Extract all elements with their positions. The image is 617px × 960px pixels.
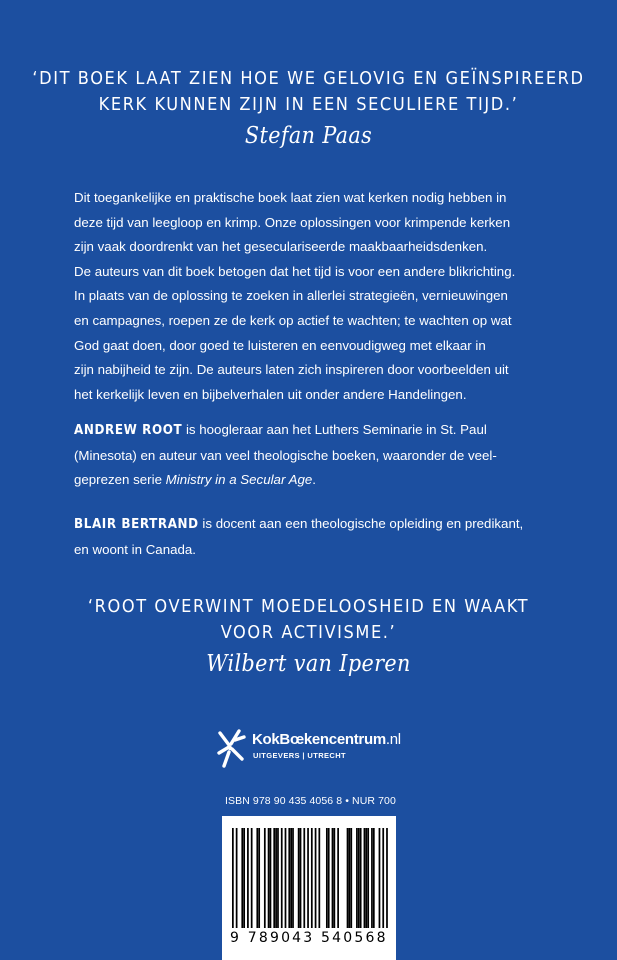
- bio-bertrand-line-2: en woont in Canada.: [74, 541, 196, 557]
- bio-root-line-2: (Minesota) en auteur van veel theologische boeken, waaronder de veel-: [74, 447, 497, 463]
- quote-top-line-2: KERK KUNNEN ZIJN IN EEN SECULIERE TIJD.’: [98, 94, 519, 115]
- author-bio-bertrand: [74, 512, 554, 562]
- quote-top: [0, 66, 617, 153]
- author-bio-root: [74, 418, 554, 493]
- barcode-bars: [232, 828, 388, 928]
- book-description: [74, 186, 554, 407]
- quote-top-author: Stefan Paas: [244, 123, 373, 149]
- description-line: en campagnes, roepen ze de kerk op actief te wachten; te wachten op wat: [74, 312, 512, 328]
- description-line: In plaats van de oplossing te zoeken in allerlei strategieën, vernieuwingen: [74, 288, 508, 304]
- description-line: deze tijd van leegloop en krimp. Onze oplossingen voor krimpende kerken: [74, 214, 511, 230]
- publisher-logo: [216, 728, 426, 770]
- bio-root-period: .: [312, 472, 316, 488]
- description-line: zijn nabijheid te zijn. De auteurs laten zich inspireren door voorbeelden uit: [74, 362, 509, 378]
- author-name-root: ANDREW ROOT: [74, 423, 183, 438]
- bio-bertrand-line-1: is docent aan een theologische opleiding en predikant,: [198, 516, 524, 531]
- kok-boekencentrum-logo-icon: [216, 728, 246, 770]
- publisher-subtitle: UITGEVERS | UTRECHT: [253, 751, 347, 760]
- description-line: God gaat doen, door goed te luisteren en eenvoudigweg met elkaar in: [74, 337, 486, 353]
- bio-root-line-1: is hoogleraar aan het Luthers Seminarie in St. Paul: [182, 422, 487, 437]
- bio-root-line-3: geprezen serie: [74, 472, 166, 488]
- description-line: Dit toegankelijke en praktische boek laat zien wat kerken nodig hebben in: [74, 190, 507, 205]
- publisher-tld: .nl: [385, 731, 401, 748]
- description-line: het kerkelijk leven en bijbelverhalen uit onder andere Handelingen.: [74, 386, 467, 402]
- description-line: zijn vaak doordrenkt van het geseculariseerde maakbaarheidsdenken.: [74, 239, 488, 255]
- author-name-bertrand: BLAIR BERTRAND: [74, 517, 199, 532]
- publisher-name: KokBœkencentrum: [252, 731, 386, 748]
- quote-bottom-line-1: ‘ROOT OVERWINT MOEDELOOSHEID EN WAAKT: [87, 596, 530, 617]
- barcode: [222, 816, 396, 960]
- quote-bottom-author: Wilbert van Iperen: [206, 651, 411, 677]
- isbn-line: ISBN 978 90 435 4056 8 • NUR 700: [225, 795, 396, 807]
- quote-bottom-line-2: VOOR ACTIVISME.’: [220, 622, 397, 643]
- quote-top-line-1: ‘DIT BOEK LAAT ZIEN HOE WE GELOVIG EN GEÏNSPIREERD: [32, 68, 585, 89]
- description-line: De auteurs van dit boek betogen dat het tijd is voor een andere blikrichting.: [74, 263, 516, 279]
- quote-bottom: [0, 594, 617, 681]
- barcode-digits: 9 789043 540568: [230, 930, 388, 946]
- series-title: Ministry in a Secular Age: [165, 472, 313, 488]
